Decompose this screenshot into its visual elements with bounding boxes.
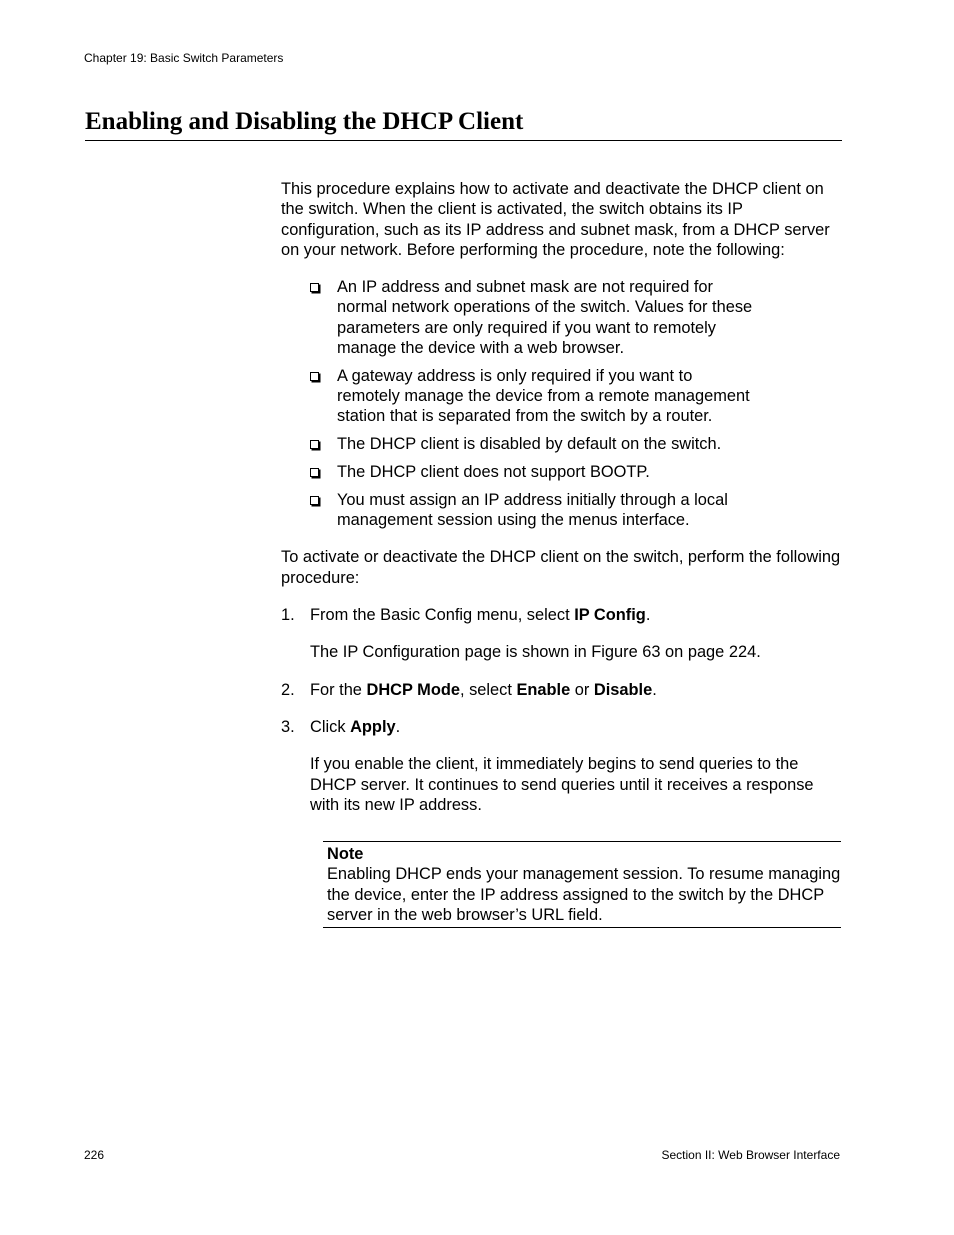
list-item-text: You must assign an IP address initially through a local management session using the menus interface. xyxy=(337,490,728,530)
list-item xyxy=(337,434,757,454)
checkbox-bullet-icon xyxy=(310,372,319,381)
list-item xyxy=(337,490,757,531)
list-item xyxy=(337,462,757,482)
page-title: Enabling and Disabling the DHCP Client xyxy=(85,107,842,141)
button-name: Apply xyxy=(350,717,396,736)
list-item-text: The DHCP client is disabled by default on the switch. xyxy=(337,435,722,454)
page-number: 226 xyxy=(84,1148,105,1162)
list-item-text: A gateway address is only required if you want to remotely manage the device from a remote management station that is separated from the switch by a router. xyxy=(337,366,750,426)
section-footer: Section II: Web Browser Interface xyxy=(661,1148,840,1162)
body-column xyxy=(281,179,841,925)
step-number: 2. xyxy=(281,680,295,699)
step-number: 1. xyxy=(281,606,295,625)
step-text: For the DHCP Mode, select Enable or Disable. xyxy=(310,680,657,699)
checkbox-bullet-icon xyxy=(310,283,319,292)
list-item-text: An IP address and subnet mask are not required for normal network operations of the switch. Values for these parameters are only required if you want to remotely manage the device with a web browser. xyxy=(337,278,753,358)
checkbox-bullet-icon xyxy=(310,468,319,477)
note-text: Enabling DHCP ends your management session. To resume managing the device, enter the IP address assigned to the switch by the DHCP server in the web browser’s URL field. xyxy=(327,865,841,925)
option-enable: Enable xyxy=(516,680,571,699)
note-title: Note xyxy=(327,845,364,864)
list-item-text: The DHCP client does not support BOOTP. xyxy=(337,463,650,482)
intro-paragraph: This procedure explains how to activate and deactivate the DHCP client on the switch. When the client is activated, the switch obtains its IP configuration, such as its IP address and subnet mask, from a DHCP server on your network. Before performing the procedure, note the following: xyxy=(281,180,830,259)
list-item xyxy=(337,366,757,427)
bullet-list xyxy=(281,277,757,530)
step-number: 3. xyxy=(281,717,295,736)
list-item xyxy=(337,277,757,358)
step-3 xyxy=(281,717,841,815)
step-text: From the Basic Config menu, select IP Config. xyxy=(310,606,651,625)
step-1 xyxy=(281,605,841,663)
field-name: DHCP Mode xyxy=(366,680,460,699)
running-header: Chapter 19: Basic Switch Parameters xyxy=(84,51,284,65)
checkbox-bullet-icon xyxy=(310,440,319,449)
step-2 xyxy=(281,680,841,700)
procedure-intro: To activate or deactivate the DHCP client on the switch, perform the following procedure: xyxy=(281,548,841,587)
menu-option: IP Config xyxy=(574,606,646,625)
step-text: Click Apply. xyxy=(310,717,401,736)
step-list xyxy=(281,605,841,815)
step-detail: The IP Configuration page is shown in Figure 63 on page 224. xyxy=(310,643,761,662)
note-box xyxy=(323,841,841,928)
checkbox-bullet-icon xyxy=(310,496,319,505)
option-disable: Disable xyxy=(593,680,653,699)
step-detail: If you enable the client, it immediately begins to send queries to the DHCP server. It continues to send queries until it receives a response with its new IP address. xyxy=(310,755,814,814)
